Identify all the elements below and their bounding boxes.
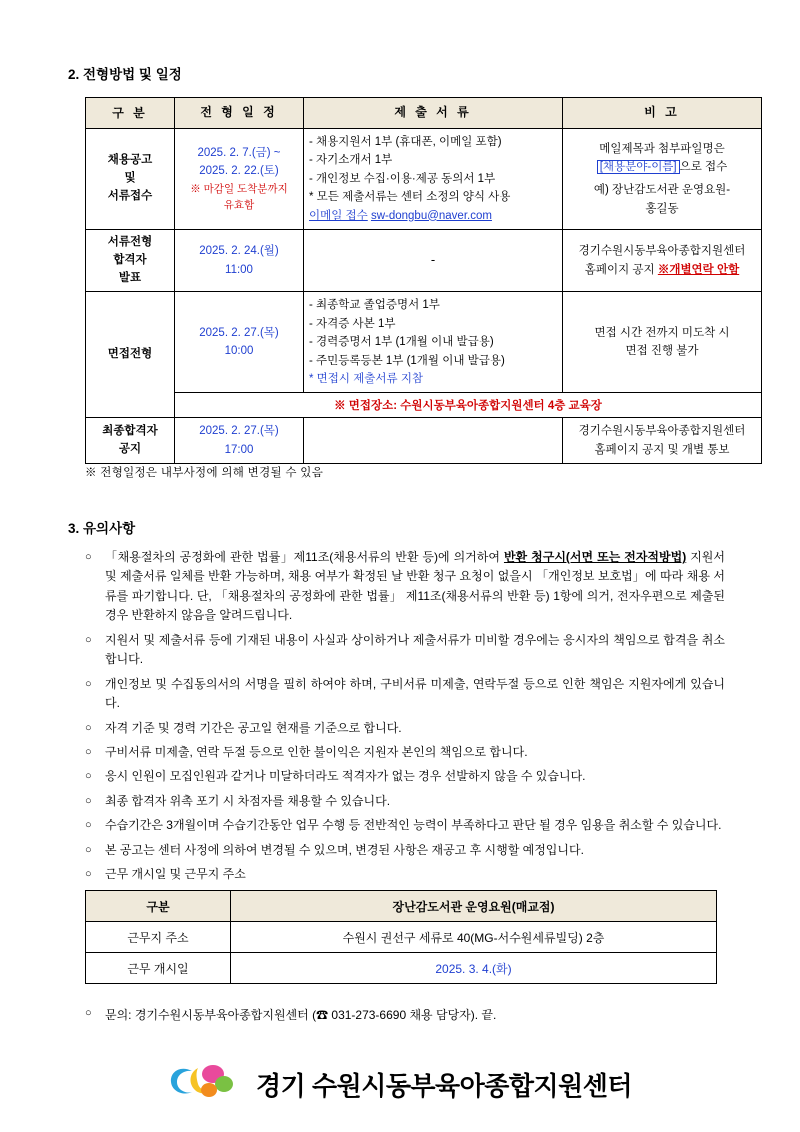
cell-note-1 (563, 129, 762, 230)
notice-bold-2: 방법) (659, 550, 687, 564)
doc-item: - 자격증 사본 1부 (309, 317, 396, 330)
notice-post: 지원서 및 제출서류 일체를 반환 가능하며, 채용 여부가 확정된 날 반환 청구 요청이 없을시 「개인정보 보호법」에 따라 채용 서류를 파기합니다. 단, 「채용절차의 공정화에 관한 법률」 제11조(채용서류의 반환 등) 1항에 의거, 전자우편으로 제출된 경우 반환하지 않음을 알려드립니다. (105, 550, 725, 623)
note-red-text: ※개별연락 안함 (657, 263, 740, 276)
notice-text: 구비서류 미제출, 연락 두절 등으로 인한 불이익은 지원자 본인의 책임으로 합니다. (105, 744, 528, 759)
circle-bullet-icon: ○ (85, 677, 92, 690)
doc-item: - 최종학교 졸업증명서 1부 (309, 299, 440, 312)
notice-text: 근무 개시일 및 근무지 주소 (105, 867, 246, 882)
schedule-footnote: ※ 전형일정은 내부사정에 의해 변경될 수 있음 (85, 467, 324, 479)
notice-text: 개인정보 및 수집동의서의 서명을 필히 하여야 하며, 구비서류 미제출, 연락두절 등으로 인한 책임은 지원자에게 있습니다. (105, 676, 725, 711)
note-line: 경기수원시동부육아종합지원센터 (578, 425, 746, 438)
table-row (86, 129, 762, 230)
notice-text: 최종 합격자 위촉 포기 시 차점자를 채용할 수 있습니다. (105, 793, 391, 808)
stage-line: 발표 (118, 271, 142, 284)
cell-documents-4 (304, 418, 563, 464)
section-2-title: 2. 전형방법 및 일정 (68, 67, 182, 82)
contact-line (85, 1006, 496, 1023)
doc-item: - 주민등록등본 1부 (1개월 이내 발급용) (309, 354, 505, 367)
column-header-category: 구분 (86, 891, 231, 922)
circle-bullet-icon: ○ (85, 551, 92, 563)
note-boxed-suffix: 으로 접수 (679, 161, 728, 174)
cell-stage-1 (86, 129, 175, 230)
date-note-2: 유효함 (223, 199, 255, 212)
list-item (85, 719, 725, 738)
list-item (85, 865, 725, 884)
note-line: 예) 장난감도서관 운영요원- (593, 184, 731, 197)
column-header-date: 전 형 일 정 (175, 98, 304, 129)
doc-item: - 경력증명서 1부 (1개월 이내 발급용) (309, 336, 494, 349)
circle-bullet-icon: ○ (85, 868, 92, 881)
cell-date-1 (175, 129, 304, 230)
footer-org-name: 경기 수원시동부육아종합지원센터 (256, 1070, 632, 1101)
notices-list (85, 548, 725, 890)
cell-note-3 (563, 292, 762, 393)
cell-date-2 (175, 229, 304, 291)
cell-note-2 (563, 229, 762, 291)
stage-line: 공지 (118, 442, 142, 455)
cell-documents-2: - (304, 229, 563, 291)
note-line: 메일제목과 첨부파일명은 (599, 142, 725, 155)
date-line-2: 10:00 (224, 345, 254, 358)
table-row (86, 953, 717, 984)
circle-bullet-icon: ○ (85, 633, 92, 646)
list-item (85, 675, 725, 714)
note-boxed-text: [채용분야-이름] (597, 160, 680, 174)
notice-bold-1: 반환 청구시(서면 또는 전자적 (503, 550, 660, 564)
notice-text: 응시 인원이 모집인원과 같거나 미달하더라도 적격자가 없는 경우 선발하지 않을 수 있습니다. (105, 769, 586, 784)
list-item (85, 548, 725, 626)
list-item (85, 816, 725, 835)
circle-bullet-icon: ○ (85, 1007, 92, 1019)
list-item (85, 631, 725, 670)
cell-start-date-label: 근무 개시일 (86, 953, 231, 984)
date-line-1: 2025. 2. 27.(목) (199, 326, 279, 339)
date-line-2: 17:00 (224, 443, 254, 456)
list-item (85, 743, 725, 762)
doc-item-note: * 면접시 제출서류 지참 (309, 372, 424, 385)
note-text: 홈페이지 공지 (584, 263, 655, 276)
table-row (86, 393, 762, 418)
work-info-table (85, 890, 717, 984)
note-line: 면접 진행 불가 (625, 345, 699, 358)
cell-note-4 (563, 418, 762, 464)
note-line-with-red (568, 261, 756, 279)
note-line: 면접 시간 전까지 미도착 시 (594, 326, 730, 339)
date-line-1: 2025. 2. 7.(금) ~ (197, 146, 281, 159)
stage-line: 서류전형 (107, 235, 153, 248)
table-row (86, 418, 762, 464)
column-header-position: 장난감도서관 운영요원(매교점) (231, 891, 717, 922)
notice-text: 본 공고는 센터 사정에 의하여 변경될 수 있으며, 변경된 사항은 재공고 후 시행할 예정입니다. (105, 842, 584, 857)
circle-bullet-icon: ○ (85, 843, 92, 856)
section-3-title: 3. 유의사항 (68, 521, 136, 536)
stage-line: 서류접수 (107, 189, 153, 202)
date-line-1: 2025. 2. 24.(월) (199, 245, 279, 258)
cell-stage-3: 면접전형 (86, 292, 175, 418)
cell-work-address-label: 근무지 주소 (86, 922, 231, 953)
table-row (86, 922, 717, 953)
email-label: 이메일 접수 (309, 209, 368, 222)
notice-pre: 「채용절차의 공정화에 관한 법률」제11조(채용서류의 반환 등)에 의거하여 (105, 550, 504, 564)
circle-bullet-icon: ○ (85, 745, 92, 758)
cell-date-3 (175, 292, 304, 393)
date-note-1: ※ 마감일 도착분까지 (190, 182, 288, 195)
column-header-stage: 구 분 (86, 98, 175, 129)
interview-place-note: ※ 면접장소: 수원시동부육아종합지원센터 4층 교육장 (175, 393, 762, 418)
table-header-row (86, 891, 717, 922)
email-address[interactable]: sw-dongbu@naver.com (370, 209, 492, 222)
circle-bullet-icon: ○ (85, 794, 92, 807)
list-item (85, 767, 725, 786)
list-item (85, 792, 725, 811)
contact-text: 문의: 경기수원시동부육아종합지원센터 (☎ 031-273-6690 채용 담당자). 끝. (105, 1008, 497, 1022)
cell-documents-3 (304, 292, 563, 393)
date-line-1: 2025. 2. 27.(목) (199, 425, 279, 438)
stage-line: 채용공고 (107, 154, 153, 167)
list-item (85, 841, 725, 860)
cell-date-4 (175, 418, 304, 464)
note-line: 경기수원시동부육아종합지원센터 (578, 245, 746, 258)
date-line-2: 11:00 (225, 263, 253, 276)
cell-work-address-value: 수원시 권선구 세류로 40(MG-서수원세류빌딩) 2층 (231, 922, 717, 953)
stage-line: 합격자 (113, 253, 147, 266)
doc-item: - 개인정보 수집·이용·제공 동의서 1부 (309, 172, 496, 185)
doc-item: - 자기소개서 1부 (309, 154, 393, 167)
notice-text: 수습기간은 3개월이며 수습기간동안 업무 수행 등 전반적인 능력이 부족하다고 판단 될 경우 임용을 취소할 수 있습니다. (105, 818, 722, 833)
notice-text: 자격 기준 및 경력 기간은 공고일 현재를 기준으로 합니다. (105, 720, 402, 735)
cell-documents-1 (304, 129, 563, 230)
doc-email-line (309, 207, 557, 225)
cell-stage-2 (86, 229, 175, 291)
circle-bullet-icon: ○ (85, 721, 92, 734)
cell-stage-4 (86, 418, 175, 464)
date-line-2: 2025. 2. 22.(토) (199, 165, 279, 178)
note-boxed-line (568, 158, 756, 176)
schedule-table (85, 97, 762, 464)
column-header-documents: 제 출 서 류 (304, 98, 563, 129)
footer-logo (0, 1062, 800, 1106)
note-line: 홈페이지 공지 및 개별 통보 (594, 443, 730, 456)
column-header-note: 비 고 (563, 98, 762, 129)
note-line: 홍길동 (645, 202, 679, 215)
circle-bullet-icon: ○ (85, 770, 92, 783)
stage-line: 및 (124, 172, 136, 185)
circle-bullet-icon: ○ (85, 819, 92, 832)
cell-start-date-value: 2025. 3. 4.(화) (231, 953, 717, 984)
stage-line: 최종합격자 (102, 424, 158, 437)
center-logo-icon (168, 1062, 242, 1106)
table-row (86, 229, 762, 291)
doc-item: * 모든 제출서류는 센터 소정의 양식 사용 (309, 191, 511, 204)
table-row (86, 292, 762, 393)
table-header-row (86, 98, 762, 129)
notice-text: 지원서 및 제출서류 등에 기재된 내용이 사실과 상이하거나 제출서류가 미비할 경우에는 응시자의 책임으로 합격을 취소합니다. (105, 632, 725, 667)
doc-item: - 채용지원서 1부 (휴대폰, 이메일 포함) (309, 136, 502, 148)
